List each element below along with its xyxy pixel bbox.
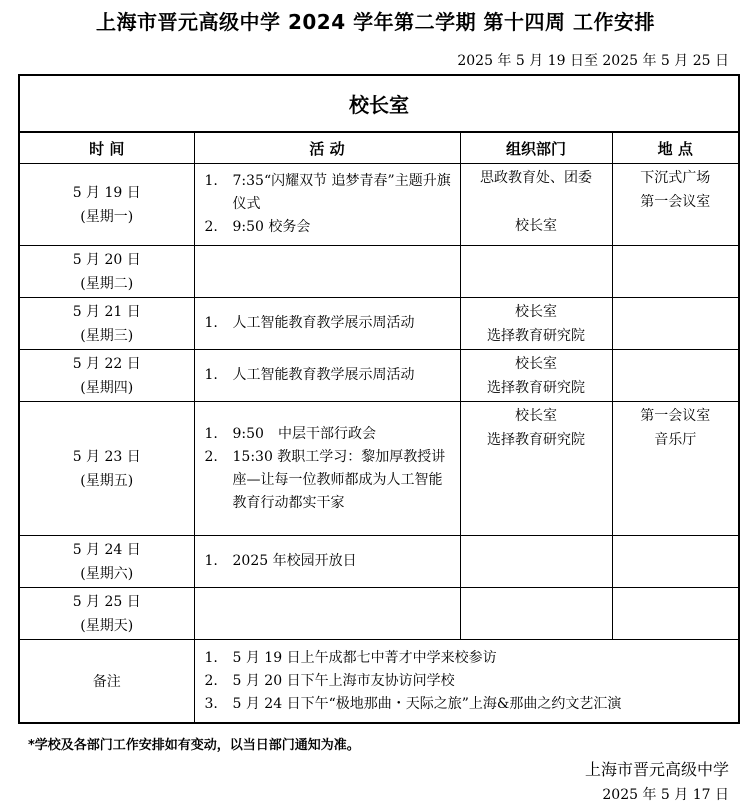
location-cell — [612, 298, 738, 350]
day-weekday: (星期一) — [80, 208, 134, 225]
activity-text: 人工智能教育教学展示周活动 — [232, 315, 415, 331]
activity-cell — [194, 402, 460, 536]
location-cell — [612, 164, 738, 246]
activity-item — [203, 550, 454, 573]
day-date: 5 月 20 日 — [72, 251, 141, 268]
dept-line: 校长室 — [515, 408, 557, 424]
activity-item — [203, 170, 454, 216]
location-cell — [612, 536, 738, 588]
notes-row — [20, 640, 738, 724]
location-cell — [612, 588, 738, 640]
dept-line: 校长室 — [515, 356, 557, 372]
note-number: 2. — [204, 673, 218, 690]
notes-cell — [194, 640, 738, 724]
dept-line: 选择教育研究院 — [487, 328, 585, 344]
day-date: 5 月 19 日 — [72, 184, 141, 201]
activity-cell — [194, 164, 460, 246]
schedule-row — [20, 350, 738, 402]
signature-school: 上海市晋元高级中学 — [584, 760, 729, 779]
location-cell — [612, 402, 738, 536]
note-text: 5 月 19 日上午成都七中菁才中学来校参访 — [232, 650, 497, 667]
schedule-row — [20, 246, 738, 298]
dept-cell — [460, 246, 612, 298]
activity-text: 2025 年校园开放日 — [232, 553, 357, 569]
activity-cell — [194, 588, 460, 640]
dept-cell — [460, 588, 612, 640]
day-cell — [20, 588, 194, 640]
day-cell — [20, 402, 194, 536]
day-cell — [20, 164, 194, 246]
activity-item — [203, 312, 454, 335]
location-cell — [612, 246, 738, 298]
activity-cell — [194, 350, 460, 402]
schedule-row — [20, 536, 738, 588]
day-date: 5 月 21 日 — [72, 303, 141, 320]
activity-number: 1. — [204, 425, 218, 442]
signature-date: 2025 年 5 月 17 日 — [602, 787, 729, 803]
dept-cell — [460, 536, 612, 588]
dept-cell — [460, 164, 612, 246]
dept-line: 选择教育研究院 — [487, 432, 585, 448]
activity-cell — [194, 536, 460, 588]
day-weekday: (星期二) — [80, 275, 134, 292]
location-line: 第一会议室 — [640, 194, 711, 210]
dept-line: 思政教育处、团委 — [480, 170, 592, 186]
activity-item — [203, 364, 454, 387]
header-dept: 组织部门 — [460, 133, 612, 164]
day-cell — [20, 536, 194, 588]
location-line: 下沉式广场 — [640, 170, 711, 186]
note-item — [203, 670, 733, 693]
activity-cell — [194, 246, 460, 298]
header-row — [20, 133, 738, 164]
activity-number: 1. — [204, 315, 218, 331]
note-number: 1. — [204, 650, 218, 667]
activity-text: 7:35“闪耀双节 追梦青春”主题升旗仪式 — [232, 173, 451, 212]
note-text: 5 月 24 日下午“极地那曲・天际之旅”上海&那曲之约文艺汇演 — [232, 696, 622, 713]
date-range: 2025 年 5 月 19 日至 2025 年 5 月 25 日 — [457, 53, 729, 69]
header-location: 地 点 — [612, 133, 738, 164]
dept-line: 校长室 — [515, 218, 557, 234]
header-activity: 活 动 — [194, 133, 460, 164]
schedule-frame — [18, 74, 740, 724]
activity-text: 人工智能教育教学展示周活动 — [232, 367, 415, 383]
day-cell — [20, 298, 194, 350]
schedule-table — [20, 132, 738, 724]
activity-text: 15:30 教职工学习：黎加厚教授讲座—让每一位教师都成为人工智能教育行动都实干家 — [232, 448, 446, 511]
activity-number: 1. — [204, 553, 218, 569]
activity-item — [203, 423, 454, 446]
activity-text: 9:50 中层干部行政会 — [232, 425, 376, 442]
page-title: 上海市晋元高级中学 2024 学年第二学期 第十四周 工作安排 — [95, 10, 655, 34]
schedule-row — [20, 588, 738, 640]
day-weekday: (星期天) — [80, 617, 134, 634]
office-heading: 校长室 — [20, 76, 738, 132]
location-line: 第一会议室 — [640, 408, 711, 424]
activity-number: 1. — [204, 173, 218, 189]
footnote: *学校及各部门工作安排如有变动，以当日部门通知为准。 — [28, 738, 360, 753]
day-weekday: (星期六) — [80, 565, 134, 582]
schedule-row — [20, 164, 738, 246]
schedule-row — [20, 402, 738, 536]
header-time: 时 间 — [20, 133, 194, 164]
activity-cell — [194, 298, 460, 350]
day-cell — [20, 350, 194, 402]
activity-number: 1. — [204, 367, 218, 383]
location-cell — [612, 350, 738, 402]
dept-cell — [460, 298, 612, 350]
note-item — [203, 693, 733, 716]
day-weekday: (星期五) — [80, 472, 134, 489]
dept-cell — [460, 350, 612, 402]
activity-number: 2. — [204, 219, 218, 235]
note-item — [203, 647, 733, 670]
dept-line — [461, 190, 612, 214]
dept-cell — [460, 402, 612, 536]
dept-line: 校长室 — [515, 304, 557, 320]
activity-text: 9:50 校务会 — [232, 219, 311, 235]
day-weekday: (星期三) — [80, 327, 134, 344]
activity-number: 2. — [204, 448, 218, 465]
dept-line: 选择教育研究院 — [487, 380, 585, 396]
activity-item — [203, 216, 454, 239]
day-date: 5 月 24 日 — [72, 541, 141, 558]
day-date: 5 月 25 日 — [72, 593, 141, 610]
schedule-row — [20, 298, 738, 350]
day-date: 5 月 23 日 — [72, 448, 141, 465]
location-line: 音乐厅 — [654, 432, 697, 448]
notes-label: 备注 — [20, 640, 194, 724]
day-date: 5 月 22 日 — [72, 355, 141, 372]
day-weekday: (星期四) — [80, 379, 134, 396]
note-number: 3. — [204, 696, 218, 713]
day-cell — [20, 246, 194, 298]
note-text: 5 月 20 日下午上海市友协访问学校 — [232, 673, 455, 690]
activity-item — [203, 446, 454, 515]
